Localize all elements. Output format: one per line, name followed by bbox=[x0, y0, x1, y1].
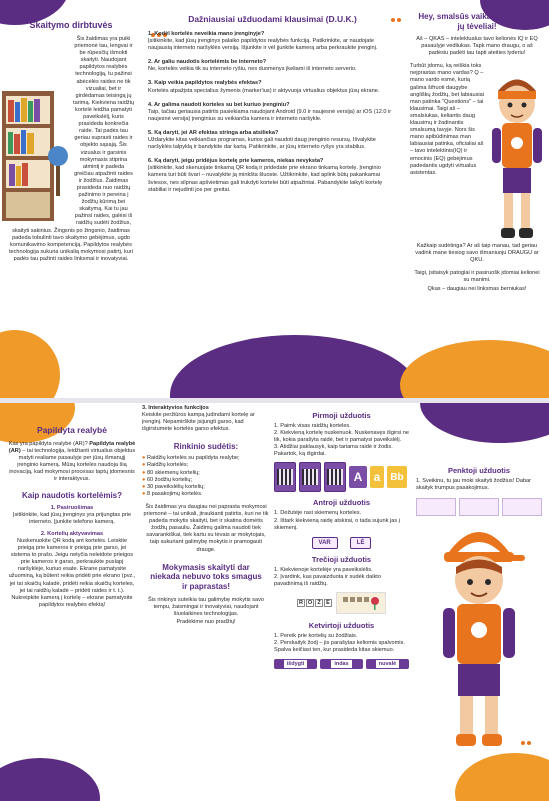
task-step: 2. Perskaityk žodį – jis parašytas keliomis spalvomis. Spalva keičiasi ten, kur prasideda kitas skiemuo. bbox=[274, 640, 405, 654]
story-cards bbox=[412, 498, 546, 516]
rose-picture bbox=[336, 592, 386, 614]
intro-body: Šis žaidimas yra puiki priemonė tau, lengvai ir be rūpesčių išmokti skaityti. Naudojant papildytos realybės technologiją, tu pažinsi abėcėlės raides ne tik vizualiai, bet ir girdėdamas teisingą jų tarimą. Kiekviena raidžių kortelė leidžia pamatyti paveikslėlį, kuris prasideda konkrečia raide. Tai padės tau geriau suprasti raides ir objekto sąsają. Šis vizualus ir garsinis mokymasis stiprina atmintį ir padeda greičiau atpažinti raides ir žodžius. Žaidimas prasideda nuo raidžių pažinimo ir pereina į žodžių kūrimą bei skaitymą. Kai tu jau pažinsi raides, galėsi iš raidžių sudėti žodžius, skaityti sakinius. Žingsnis po žingsnio, žaidimas padeda tobulinti tavo skaitymo gebėjimus, ugdo komunikavimo kompetenciją. Papildytos realybės technologija sukuria unikalią mokymosi patirtį, kuri padės tau pažinti raides linksmai ir inovatyviai. bbox=[8, 36, 134, 262]
task1-title: Pirmoji užduotis bbox=[312, 411, 371, 420]
character-signature: Qkas – daugiau nei linksmas berniukas! bbox=[427, 285, 527, 292]
ar-definition: – tai technologija, leidžianti virtualius objektus matyti realiame pasaulyje per jūsų išmanųjį įrenginio kamerą. Mūsų kortelės naudoja šią inovaciją, kad mokymosi procesas taptų įdomesnis ir interaktyvus. bbox=[9, 448, 136, 483]
task2-steps bbox=[274, 510, 409, 531]
ar-question: Kas yra papildyta realybė (AR)? bbox=[8, 441, 88, 447]
qr-code-icon bbox=[277, 469, 293, 485]
task4-title: Ketvirtoji užduotis bbox=[308, 621, 375, 631]
task3-example bbox=[274, 592, 409, 614]
how-step-title: 2. Kortelių aktyvavimas bbox=[40, 530, 104, 537]
how-to-steps bbox=[6, 505, 138, 609]
how-to-title: Kaip naudotis kortelėmis? bbox=[21, 490, 123, 500]
faq-answer: Kortelės atpažįsta specialius žymenis (marker'ius) ir aktyvuoja virtualius objektus jūsų ekrane. bbox=[148, 87, 380, 94]
ar-title: Papildyta realybė bbox=[37, 425, 107, 435]
word-card bbox=[320, 659, 363, 669]
qkas-character-illustration bbox=[429, 522, 529, 752]
step3-title: 3. Interaktyvios funkcijos bbox=[142, 405, 209, 411]
letter-tile: Ž bbox=[315, 599, 323, 607]
faq-question: 2. Ar galiu naudotis kortelėmis be interneto? bbox=[148, 59, 267, 66]
intro-text bbox=[8, 36, 134, 263]
kit-list bbox=[142, 455, 270, 498]
faq-answer: Įsitikinkite, kad skenuojate tinkamą QR kodą ir pridedate prie ekrano tinkamą kortelę. Įrenginio kamera turi būti švari – nuvalykite ją minkšta šluoste. Užtikrinkite, kad aplink būtų pakankamai šviesos, nes silpnas apšvietimas gali trukdyti kortelei būti atpažintai. Pabandykite laikyti kortelę stabiliai ir nejudinti jos per greitai. bbox=[148, 165, 383, 193]
kit-item bbox=[142, 491, 270, 498]
task-step: 1. Kiekvienoje kortelėje yra paveikslėlis. bbox=[274, 566, 373, 573]
faq-question: 6. Ką daryti, jeigu pridėjus kortelę prie kameros, niekas nevyksta? bbox=[148, 158, 324, 165]
brochure-inner-page bbox=[0, 403, 549, 801]
kit-item-label: Raidžių kortelės; bbox=[146, 462, 189, 469]
how-step-title: 1. Pasiruošimas bbox=[50, 504, 94, 511]
story-card bbox=[459, 498, 499, 516]
task5-title: Penktoji užduotis bbox=[447, 466, 511, 475]
kit-item-label: 80 skiemenų kortelių; bbox=[146, 469, 200, 476]
faq-answer: Taip, tačiau geriausia patirtis pasiekiama naudojant Android (9.0 ir naujesnė versija) ar iOS (12.0 ir naujesnė versija) įrenginius su veikiančia kamera ir interneto naršykle. bbox=[148, 108, 392, 122]
kit-item-label: 30 paveikslėlių kortelių; bbox=[146, 483, 205, 490]
word-text: nuvalė bbox=[376, 660, 399, 668]
step3-text: Keiskite peržiūros kampą judindami kortelę ar įrenginį. Nepamirškite įsijungti garso, kad išgirstumėte kortelės garso efektus. bbox=[142, 412, 255, 433]
task4-words bbox=[274, 659, 409, 669]
letter-tile: Ė bbox=[324, 599, 332, 607]
task-step: 1. Pereik prie kortelių su žodžiais. bbox=[274, 633, 358, 640]
task1-cards bbox=[274, 462, 409, 492]
letter-card: A bbox=[349, 466, 367, 488]
task4-steps bbox=[274, 633, 409, 654]
intro-column bbox=[8, 0, 134, 398]
kit-title: Rinkinio sudėtis: bbox=[173, 442, 239, 452]
syllable-card: VAR bbox=[312, 537, 338, 549]
letter-tiles bbox=[297, 599, 332, 607]
how-step-text: Įsitikinkite, kad jūsų įrenginys yra prijungtas prie interneto. Įjunkite telefono kamerą. bbox=[12, 511, 132, 525]
bullet-icon: ● bbox=[142, 455, 147, 462]
syllable-card: LĖ bbox=[350, 537, 372, 549]
kit-column bbox=[142, 403, 270, 801]
tasks-column bbox=[274, 403, 409, 801]
task5-text: 1. Sveikinu, tu jau moki skaityti žodžius! Dabar skaityk trumpus pasakojimus. bbox=[416, 478, 532, 492]
bookshelf-illustration bbox=[0, 86, 70, 226]
character-column bbox=[408, 0, 546, 398]
word-card bbox=[366, 659, 409, 669]
bullet-icon: ● bbox=[142, 483, 147, 490]
kit-item bbox=[142, 470, 270, 477]
task3-steps bbox=[274, 567, 409, 588]
kit-item bbox=[142, 462, 270, 469]
faq-title: Dažniausiai užduodami klausimai (D.U.K.) bbox=[188, 14, 357, 24]
task2-syllables bbox=[274, 537, 409, 549]
ar-term: Papildyta realybė (AR) bbox=[8, 441, 136, 455]
task5-column bbox=[412, 403, 546, 801]
task-step: 3. Atidžiai paklausyk, kaip tariama raidė ir žodis. Pakartok, ką išgirdai. bbox=[274, 444, 393, 458]
ar-intro bbox=[6, 441, 138, 484]
letter-card: Bb bbox=[387, 466, 407, 488]
kit-item-label: 8 pasakojimų kortelės. bbox=[146, 490, 203, 497]
qr-card bbox=[299, 462, 321, 492]
kit-item bbox=[142, 477, 270, 484]
letter-tile: O bbox=[307, 600, 313, 607]
task-step: 2. Ištark kiekvieną raidę atskirai, o tada sujunk jas į skiemenį. bbox=[274, 517, 400, 531]
rose-icon bbox=[341, 595, 381, 611]
ar-info-column bbox=[6, 403, 138, 801]
kit-item bbox=[142, 455, 270, 462]
character-note: Kažkaip sudėtinga? Ar aš taip manau, tad geriau vadink mane tiesiog savo išmaniuoju DRAUGU ar QKU. bbox=[415, 243, 539, 264]
bullet-icon: ● bbox=[142, 490, 147, 497]
kit-item-label: 60 žodžių kortelių; bbox=[146, 476, 193, 483]
faq-list bbox=[140, 31, 405, 194]
bullet-icon: ● bbox=[142, 476, 147, 483]
task2-title: Antroji užduotis bbox=[312, 498, 371, 508]
qr-card bbox=[274, 462, 296, 492]
qr-code-icon bbox=[302, 469, 318, 485]
character-body bbox=[408, 63, 546, 177]
word-card bbox=[274, 659, 317, 669]
word-text: indas bbox=[331, 660, 351, 668]
start-text: Pradėkime nuo pradžių! bbox=[176, 619, 236, 626]
faq-answer: Uždarykite kitas veikiančias programas, kurios gali naudoti daug įrenginio resursų. Išvalykite naršyklės talpyklą ir bandykite dar kartą. Patikrinkite, ar jūsų interneto ryšys yra stabilus. bbox=[148, 137, 376, 151]
letter-card: a bbox=[370, 466, 384, 488]
bullet-icon: ● bbox=[142, 462, 147, 469]
greeting-title: Hey, smalsūs vaikai ir išmanūs jų tėveliai! bbox=[418, 12, 536, 31]
kit-description: Šis žaidimas yra daugiau nei paprasta mokymosi priemonė – tai unikali, įtraukianti patirtis, kuri ne tik padeda mokytis skaityti, bet ir skatina domėtis žodžių pasauliu. Žaidimų galima naudoti tiek savarankiškai, tiek kartu su tėvais ar mokytojais, taip sukuriant galimybę mokytis ir pramogauti drauge. bbox=[143, 503, 269, 553]
task-step: 2. Įvardink, kas pavaizduota ir sudėk daikto pavadinimą iš raidžių. bbox=[274, 573, 381, 587]
faq-question: 3. Kaip veikia papildytos realybės efektas? bbox=[148, 80, 262, 87]
qr-card bbox=[324, 462, 346, 492]
bullet-icon: ● bbox=[142, 469, 147, 476]
character-intro: Aš – QKAS – intelektualus tavo kelionės IQ ir EQ pasaulyje vedliukas. Tapk mano draugu, o aš padėsiu padėti tau tapti ateities lyderiu! bbox=[416, 36, 538, 57]
faq-question: 1. Kodėl kortelės neveikia mano įrenginyje? bbox=[148, 31, 265, 37]
word-text: išdygti bbox=[284, 660, 308, 668]
task-step: 1. Dėžutėje rasi skiemenų korteles. bbox=[274, 510, 362, 517]
task1-steps bbox=[274, 423, 409, 458]
qr-code-icon bbox=[327, 469, 343, 485]
task-step: 1. Paimk visas raidžių korteles. bbox=[274, 423, 351, 429]
story-card bbox=[502, 498, 542, 516]
character-invite: Taigi, įsitaisyk patogiai ir pasiruošk įdomiai kelionei su manimi. bbox=[414, 269, 540, 283]
section-title: Skaitymo dirbtuvės bbox=[29, 20, 113, 30]
closing-text: Šis rinkinys suteikia tau galimybę mokytis savo tempu, žaismingai ir inovatyviai, naudojant šiuolaikines technologijas. bbox=[148, 597, 264, 618]
story-card bbox=[416, 498, 456, 516]
faq-answer: Ne, kortelės veikia tik su interneto ryšiu, nes duomenys įkeliami iš interneto serverio. bbox=[148, 66, 357, 73]
faq-answer: Įsitikinkite, kad jūsų įrenginys palaiko papildytos realybės funkciją. Patikrinkite, ar naudojate naujausią interneto naršyklės versiją. Išjunkite ir vėl įjunkite kamerą arba perkraukite įrenginį. bbox=[148, 38, 378, 52]
task-step: 2. Kiekvieną kortelę nuskenuok. Nuskenavęs išgirsi ne tik, kokia parašyta raidė, bet ir pamatysi paveikslėlį. bbox=[274, 430, 409, 444]
task3-title: Trečioji užduotis bbox=[311, 554, 372, 564]
how-step-text: Nuskenuokite QR kodą ant kortelės. Leiskite prieigą prie kameros ir prieigą prie garso, jei sistema to prašo. Jeigu netyčia neleidote prieigos prie kameros ir garso, perkraukite puslapį naršyklėje, kuriuo esate. Ekrane pamatysite užuominą, ką būtent reikia pridėti prie ekrano (pvz., jei tai skaičių kaladė, pridėti reikia skaičių korteles, jei tai raidžių kaladė – pridėti raides ir t. t.). Nukreipkite kamerą į kortelę – ekrane pamatysite papildytos realybės efektą! bbox=[8, 537, 136, 608]
qkas-character-illustration bbox=[486, 73, 548, 243]
slogan: Mokymasis skaityti dar niekada nebuvo toks smagus ir paprastas! bbox=[150, 562, 262, 591]
kit-item-label: Raidžių kortelės su papildyta realybe; bbox=[146, 455, 240, 462]
kit-item bbox=[142, 484, 270, 491]
faq-column bbox=[140, 0, 405, 398]
faq-question: 4. Ar galima naudoti korteles su bet kuriuo įrenginiu? bbox=[148, 101, 290, 108]
character-description: Turbūt įdomu, ką reiškia toks neįprastas mano vardas? Q – mano vardo esmė, kurią galima šifruoti daugybe angliškų žodžių, bet labiausiai man patinka "Questions" – tai klausimai. Taigi aš – smalsiukas, keliantis daug klausimų ir žadinantis smalsumą tavyje. Nors šis mano apibūdinimas man labiausiai patinka, oficialiai aš – tavo intelektinis(IQ) ir emocinis (EQ) gebėjimus padedantis ugdyti virtualus asistentas. bbox=[410, 63, 485, 176]
brochure-outer-page bbox=[0, 0, 549, 398]
faq-question: 5. Ką daryti, jei AR efektas stringa arba atsilieka? bbox=[148, 129, 279, 136]
letter-tile: R bbox=[297, 599, 305, 607]
